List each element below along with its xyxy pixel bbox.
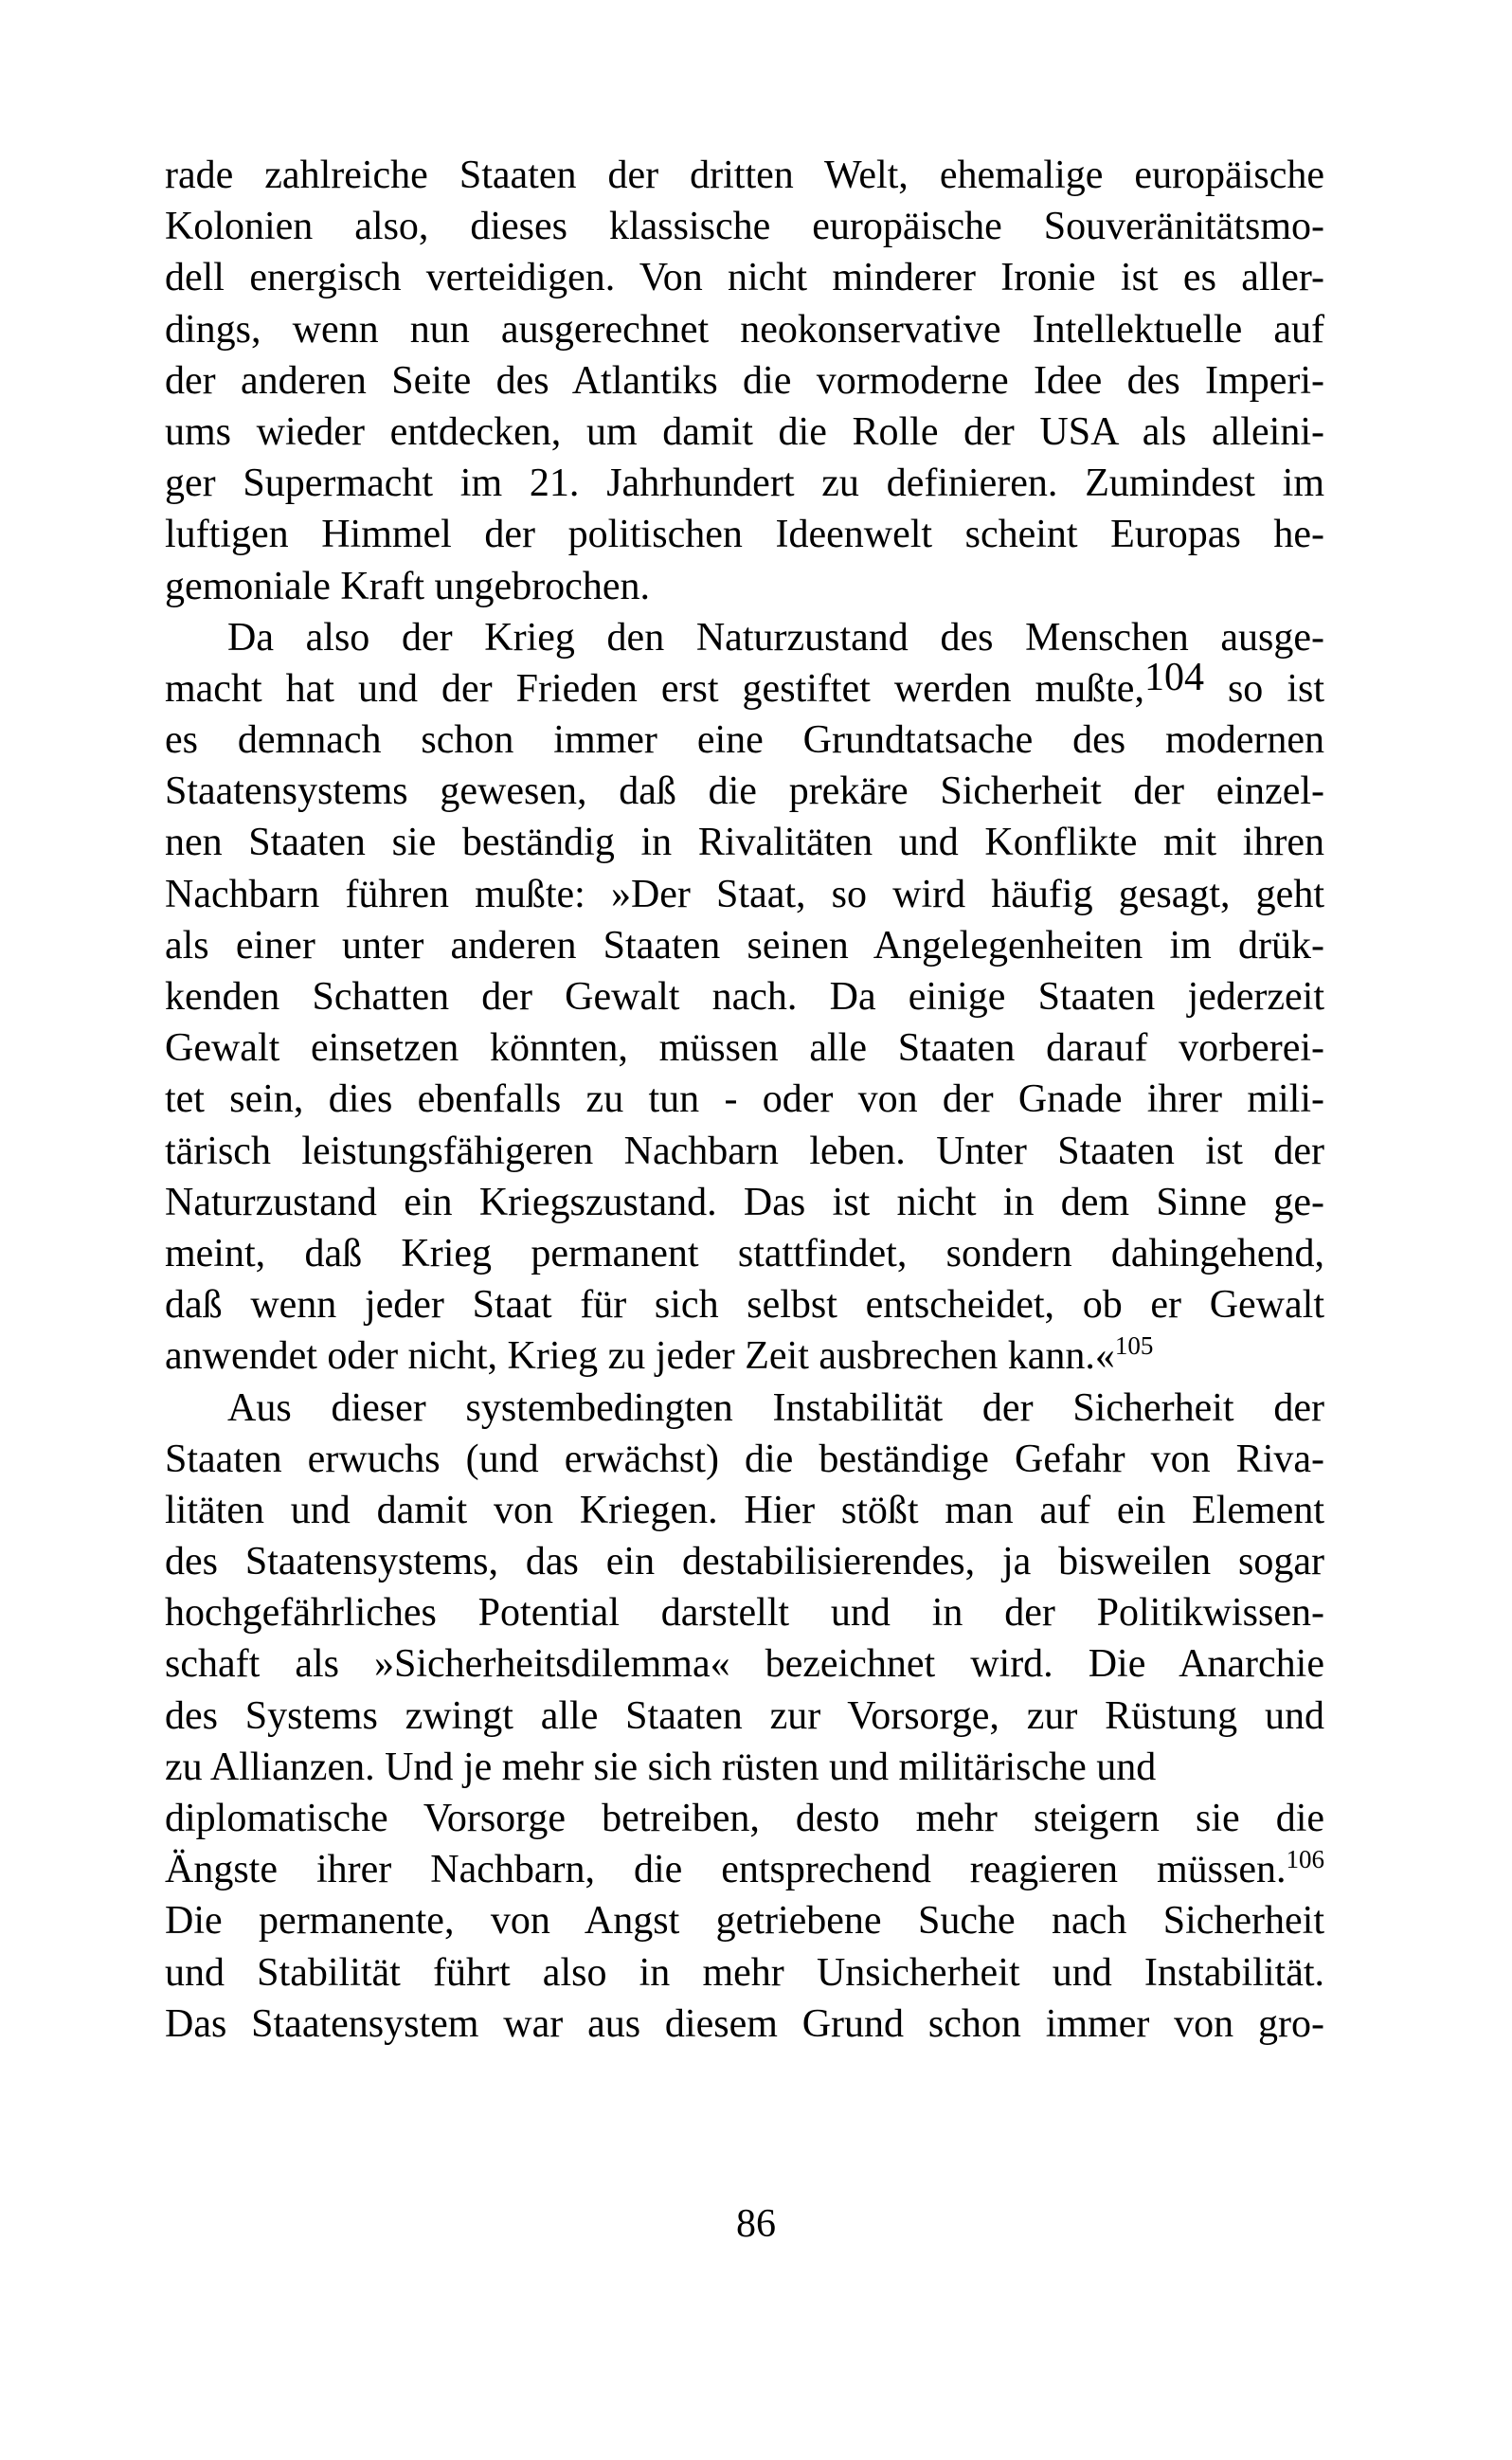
text-line: tärisch leistungsfähigeren Nachbarn leben. Unter Staaten ist der [165,1129,1324,1173]
text-line: Nachbarn führen mußte: »Der Staat, so wird häufig gesagt, geht [165,872,1324,916]
text-line: es demnach schon immer eine Grundtatsache des modernen [165,718,1324,763]
body-text [165,150,1324,2050]
text-line: zu Allianzen. Und je mehr sie sich rüsten und militärische und [165,1745,1157,1789]
footnote-marker: 104 [1143,655,1204,699]
text-line: der anderen Seite des Atlantiks die vormoderne Idee des Imperi- [165,358,1324,403]
paragraph-first-line: Aus dieser systembedingten Instabilität der Sicherheit der [227,1385,1324,1430]
text-line: des Systems zwingt alle Staaten zur Vorsorge, zur Rüstung und [165,1693,1324,1738]
text-line [165,655,1324,714]
text-line: kenden Schatten der Gewalt nach. Da einige Staaten jederzeit [165,975,1324,1019]
text-line: gemoniale Kraft ungebrochen. [165,564,650,608]
text-line: Kolonien also, dieses klassische europäische Souveränitätsmo- [165,205,1324,249]
text-line: Staatensystems gewesen, daß die prekäre Sicherheit der einzel- [165,769,1324,814]
text-line: Das Staatensystem war aus diesem Grund schon immer von gro- [165,2001,1324,2046]
text-line: tet sein, dies ebenfalls zu tun - oder von der Gnade ihrer mili- [165,1077,1324,1122]
text-line: dings, wenn nun ausgerechnet neokonservative Intellektuelle auf [165,307,1324,352]
text-line: Die permanente, von Angst getriebene Suche nach Sicherheit [165,1899,1324,1944]
text-segment: Ängste ihrer Nachbarn, die entsprechend reagieren müssen. [165,1848,1287,1892]
text-segment: anwendet oder nicht, Krieg zu jeder Zeit ausbrechen kann.« [165,1334,1115,1379]
text-segment: macht hat und der Frieden erst gestiftet werden mußte, [165,666,1144,711]
text-line: daß wenn jeder Staat für sich selbst entscheidet, ob er Gewalt [165,1283,1324,1328]
text-line: des Staatensystems, das ein destabilisierendes, ja bisweilen sogar [165,1540,1324,1584]
text-line: ger Supermacht im 21. Jahrhundert zu definieren. Zumindest im [165,461,1324,506]
text-line: und Stabilität führt also in mehr Unsicherheit und Instabilität. [165,1950,1324,1995]
text-line: rade zahlreiche Staaten der dritten Welt, ehemalige europäische [165,154,1324,197]
footnote-marker: 106 [1286,1845,1324,1874]
text-segment: so ist [1203,666,1324,711]
text-line: Naturzustand ein Kriegszustand. Das ist nicht in dem Sinne ge- [165,1180,1324,1224]
text-line: Staaten erwuchs (und erwächst) die beständige Gefahr von Riva- [165,1437,1324,1481]
text-line: schaft als »Sicherheitsdilemma« bezeichnet wird. Die Anarchie [165,1642,1324,1687]
text-line [165,1844,1324,1895]
text-line: nen Staaten sie beständig in Rivalitäten und Konflikte mit ihren [165,821,1324,865]
text-line: luftigen Himmel der politischen Ideenwelt scheint Europas he- [165,513,1324,557]
text-line: hochgefährliches Potential darstellt und in der Politikwissen- [165,1591,1324,1636]
footnote-marker: 105 [1114,1331,1154,1361]
text-line: meint, daß Krieg permanent stattfindet, sondern dahingehend, [165,1231,1324,1275]
text-line: als einer unter anderen Staaten seinen Angelegenheiten im drük- [165,923,1324,968]
text-line [165,1330,1324,1382]
text-line: litäten und damit von Kriegen. Hier stößt man auf ein Element [165,1488,1324,1532]
page-number: 86 [736,2202,776,2246]
text-line: ums wieder entdecken, um damit die Rolle der USA als alleini- [165,409,1324,454]
text-line: diplomatische Vorsorge betreiben, desto mehr steigern sie die [165,1797,1324,1840]
text-line: dell energisch verteidigen. Von nicht minderer Ironie ist es aller- [165,256,1324,300]
paragraph-first-line: Da also der Krieg den Naturzustand des Menschen ausge- [227,615,1324,660]
text-line: Gewalt einsetzen könnten, müssen alle Staaten darauf vorberei- [165,1026,1324,1071]
